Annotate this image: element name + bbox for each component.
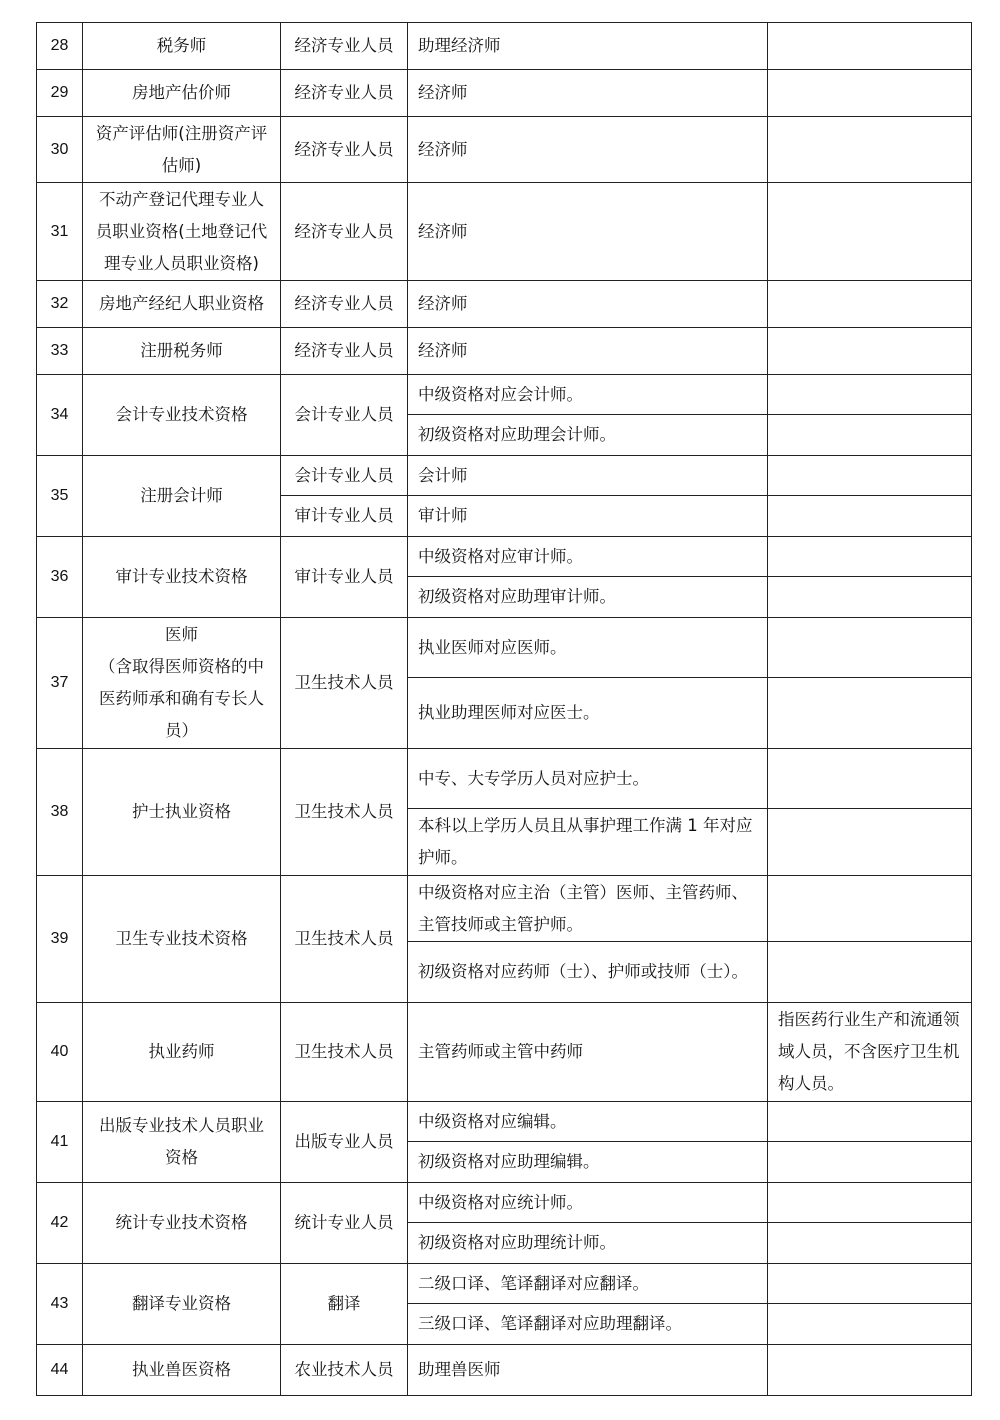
title-level: 中专、大专学历人员对应护士。 bbox=[408, 749, 768, 809]
table-row bbox=[37, 23, 972, 70]
remark bbox=[768, 117, 972, 183]
personnel-category: 审计专业人员 bbox=[281, 496, 408, 537]
remark bbox=[768, 1345, 972, 1396]
qualification-name: 房地产估价师 bbox=[83, 70, 281, 117]
qualification-name: 出版专业技术人员职业资格 bbox=[83, 1102, 281, 1183]
table-row bbox=[37, 1102, 972, 1142]
personnel-category: 卫生技术人员 bbox=[281, 876, 408, 1003]
remark bbox=[768, 70, 972, 117]
title-level: 审计师 bbox=[408, 496, 768, 537]
title-level: 经济师 bbox=[408, 281, 768, 328]
qualification-table-body bbox=[37, 23, 972, 1396]
row-number: 33 bbox=[37, 328, 83, 375]
personnel-category: 会计专业人员 bbox=[281, 375, 408, 456]
remark bbox=[768, 618, 972, 678]
title-level: 中级资格对应审计师。 bbox=[408, 537, 768, 577]
remark bbox=[768, 577, 972, 618]
remark bbox=[768, 375, 972, 415]
personnel-category: 统计专业人员 bbox=[281, 1183, 408, 1264]
personnel-category: 经济专业人员 bbox=[281, 328, 408, 375]
remark bbox=[768, 1264, 972, 1304]
table-row bbox=[37, 749, 972, 809]
row-number: 32 bbox=[37, 281, 83, 328]
personnel-category: 经济专业人员 bbox=[281, 23, 408, 70]
personnel-category: 经济专业人员 bbox=[281, 281, 408, 328]
table-row bbox=[37, 618, 972, 678]
title-level: 助理经济师 bbox=[408, 23, 768, 70]
personnel-category: 经济专业人员 bbox=[281, 183, 408, 281]
title-level: 会计师 bbox=[408, 456, 768, 496]
row-number: 34 bbox=[37, 375, 83, 456]
row-number: 37 bbox=[37, 618, 83, 749]
qualification-name: 资产评估师(注册资产评估师) bbox=[83, 117, 281, 183]
table-row bbox=[37, 1003, 972, 1102]
table-row bbox=[37, 1264, 972, 1304]
title-level: 经济师 bbox=[408, 70, 768, 117]
title-level: 三级口译、笔译翻译对应助理翻译。 bbox=[408, 1304, 768, 1345]
remark bbox=[768, 942, 972, 1003]
qualification-name: 统计专业技术资格 bbox=[83, 1183, 281, 1264]
qualification-name: 医师 （含取得医师资格的中医药师承和确有专长人员） bbox=[83, 618, 281, 749]
remark bbox=[768, 23, 972, 70]
row-number: 39 bbox=[37, 876, 83, 1003]
personnel-category: 农业技术人员 bbox=[281, 1345, 408, 1396]
row-number: 31 bbox=[37, 183, 83, 281]
remark bbox=[768, 328, 972, 375]
qualification-name: 会计专业技术资格 bbox=[83, 375, 281, 456]
row-number: 28 bbox=[37, 23, 83, 70]
remark: 指医药行业生产和流通领域人员，不含医疗卫生机构人员。 bbox=[768, 1003, 972, 1102]
title-level: 经济师 bbox=[408, 328, 768, 375]
title-level: 执业医师对应医师。 bbox=[408, 618, 768, 678]
title-level: 初级资格对应助理编辑。 bbox=[408, 1142, 768, 1183]
remark bbox=[768, 281, 972, 328]
title-level: 本科以上学历人员且从事护理工作满 1 年对应护师。 bbox=[408, 809, 768, 876]
row-number: 43 bbox=[37, 1264, 83, 1345]
qualification-table bbox=[36, 22, 972, 1396]
remark bbox=[768, 183, 972, 281]
row-number: 40 bbox=[37, 1003, 83, 1102]
qualification-name: 注册税务师 bbox=[83, 328, 281, 375]
qualification-name: 注册会计师 bbox=[83, 456, 281, 537]
table-row bbox=[37, 328, 972, 375]
qualification-name: 执业兽医资格 bbox=[83, 1345, 281, 1396]
remark bbox=[768, 1304, 972, 1345]
qualification-name: 执业药师 bbox=[83, 1003, 281, 1102]
personnel-category: 审计专业人员 bbox=[281, 537, 408, 618]
remark bbox=[768, 1183, 972, 1223]
title-level: 中级资格对应主治（主管）医师、主管药师、主管技师或主管护师。 bbox=[408, 876, 768, 942]
remark bbox=[768, 678, 972, 749]
row-number: 35 bbox=[37, 456, 83, 537]
table-row bbox=[37, 1345, 972, 1396]
qualification-name: 房地产经纪人职业资格 bbox=[83, 281, 281, 328]
title-level: 初级资格对应助理审计师。 bbox=[408, 577, 768, 618]
personnel-category: 会计专业人员 bbox=[281, 456, 408, 496]
remark bbox=[768, 809, 972, 876]
remark bbox=[768, 876, 972, 942]
row-number: 36 bbox=[37, 537, 83, 618]
personnel-category: 经济专业人员 bbox=[281, 117, 408, 183]
row-number: 38 bbox=[37, 749, 83, 876]
title-level: 经济师 bbox=[408, 183, 768, 281]
title-level: 助理兽医师 bbox=[408, 1345, 768, 1396]
title-level: 主管药师或主管中药师 bbox=[408, 1003, 768, 1102]
qualification-name: 卫生专业技术资格 bbox=[83, 876, 281, 1003]
table-row bbox=[37, 456, 972, 496]
remark bbox=[768, 537, 972, 577]
personnel-category: 卫生技术人员 bbox=[281, 618, 408, 749]
table-row bbox=[37, 1183, 972, 1223]
personnel-category: 出版专业人员 bbox=[281, 1102, 408, 1183]
row-number: 29 bbox=[37, 70, 83, 117]
personnel-category: 经济专业人员 bbox=[281, 70, 408, 117]
row-number: 41 bbox=[37, 1102, 83, 1183]
qualification-name: 税务师 bbox=[83, 23, 281, 70]
qualification-name: 不动产登记代理专业人员职业资格(土地登记代理专业人员职业资格) bbox=[83, 183, 281, 281]
remark bbox=[768, 1102, 972, 1142]
personnel-category: 翻译 bbox=[281, 1264, 408, 1345]
title-level: 初级资格对应助理统计师。 bbox=[408, 1223, 768, 1264]
qualification-name: 审计专业技术资格 bbox=[83, 537, 281, 618]
table-row bbox=[37, 183, 972, 281]
title-level: 中级资格对应统计师。 bbox=[408, 1183, 768, 1223]
table-row bbox=[37, 876, 972, 942]
personnel-category: 卫生技术人员 bbox=[281, 749, 408, 876]
qualification-name: 翻译专业资格 bbox=[83, 1264, 281, 1345]
title-level: 初级资格对应助理会计师。 bbox=[408, 415, 768, 456]
title-level: 中级资格对应会计师。 bbox=[408, 375, 768, 415]
table-row bbox=[37, 117, 972, 183]
remark bbox=[768, 1223, 972, 1264]
title-level: 经济师 bbox=[408, 117, 768, 183]
remark bbox=[768, 415, 972, 456]
table-row bbox=[37, 375, 972, 415]
qualification-name: 护士执业资格 bbox=[83, 749, 281, 876]
remark bbox=[768, 456, 972, 496]
table-row bbox=[37, 70, 972, 117]
table-row bbox=[37, 281, 972, 328]
table-row bbox=[37, 537, 972, 577]
personnel-category: 卫生技术人员 bbox=[281, 1003, 408, 1102]
title-level: 中级资格对应编辑。 bbox=[408, 1102, 768, 1142]
title-level: 二级口译、笔译翻译对应翻译。 bbox=[408, 1264, 768, 1304]
remark bbox=[768, 496, 972, 537]
title-level: 执业助理医师对应医士。 bbox=[408, 678, 768, 749]
row-number: 42 bbox=[37, 1183, 83, 1264]
remark bbox=[768, 1142, 972, 1183]
remark bbox=[768, 749, 972, 809]
row-number: 30 bbox=[37, 117, 83, 183]
row-number: 44 bbox=[37, 1345, 83, 1396]
title-level: 初级资格对应药师（士）、护师或技师（士）。 bbox=[408, 942, 768, 1003]
